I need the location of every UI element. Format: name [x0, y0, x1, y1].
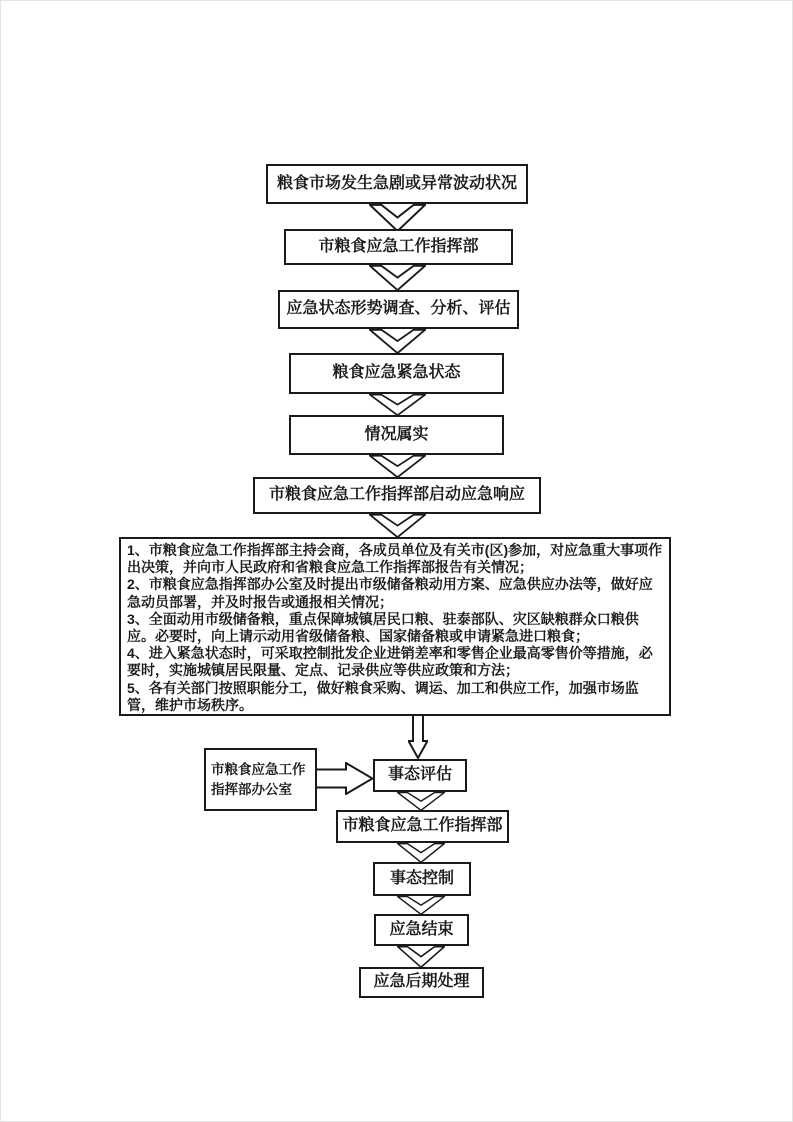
measure-item: 4、进入紧急状态时，可采取控制批发企业进销差率和零售企业最高零售价等措施，必要时，实施城镇居民限量、定点、记录供应等供应政策和方法；: [127, 645, 653, 679]
flow-block-arrow-down-icon: [408, 715, 428, 759]
flow-arrow-down-icon: [369, 329, 426, 354]
flow-node-situation-confirmed: 情况属实: [289, 415, 504, 455]
flow-node-emergency-headquarters-2: 市粮食应急工作指挥部: [336, 810, 509, 843]
flow-arrow-down-icon: [369, 394, 426, 416]
flow-arrow-down-icon: [369, 514, 426, 538]
flow-node-situation-control: 事态控制: [373, 862, 471, 896]
flow-block-arrow-right-icon: [315, 762, 374, 795]
flow-node-response-activation: 市粮食应急工作指挥部启动应急响应: [253, 477, 541, 514]
flow-arrow-down-icon: [397, 843, 445, 863]
flow-arrow-down-icon: [397, 896, 445, 915]
flow-arrow-down-icon: [369, 204, 426, 232]
flow-arrow-down-icon: [369, 265, 426, 291]
flow-node-response-measures: [119, 537, 671, 716]
measure-item: 1、市粮食应急工作指挥部主持会商，各成员单位及有关市(区)参加，对应急重大事项作出决策，并向市人民政府和省粮食应急工作指挥部报告有关情况；: [127, 542, 663, 576]
measure-item: 2、市粮食应急指挥部办公室及时提出市级储备粮动用方案、应急供应办法等，做好应急动员部署，并及时报告或通报相关情况；: [127, 576, 653, 610]
measure-item: 5、各有关部门按照职能分工，做好粮食采购、调运、加工和供应工作，加强市场监管，维护市场秩序。: [127, 679, 639, 713]
flow-node-situation-assessment: 事态评估: [373, 759, 467, 792]
flow-arrow-down-icon: [397, 792, 445, 811]
measure-item: 3、全面动用市级储备粮，重点保障城镇居民口粮、驻泰部队、灾区缺粮群众口粮供应。必要时，向上请示动用省级储备粮、国家储备粮或申请紧急进口粮食；: [127, 610, 639, 645]
flow-node-headquarters-office: 市粮食应急工作指挥部办公室: [204, 748, 317, 811]
flow-node-emergency-end: 应急结束: [374, 914, 469, 946]
flow-arrow-down-icon: [369, 455, 426, 478]
flow-node-post-emergency-handling: 应急后期处理: [359, 967, 484, 998]
flow-arrow-down-icon: [397, 946, 445, 968]
flow-node-emergency-state: 粮食应急紧急状态: [289, 353, 504, 394]
flow-node-emergency-headquarters: 市粮食应急工作指挥部: [284, 229, 513, 265]
flow-node-market-fluctuation: 粮食市场发生急剧或异常波动状况: [266, 164, 528, 204]
flow-node-situation-investigation: 应急状态形势调查、分析、评估: [278, 290, 519, 329]
